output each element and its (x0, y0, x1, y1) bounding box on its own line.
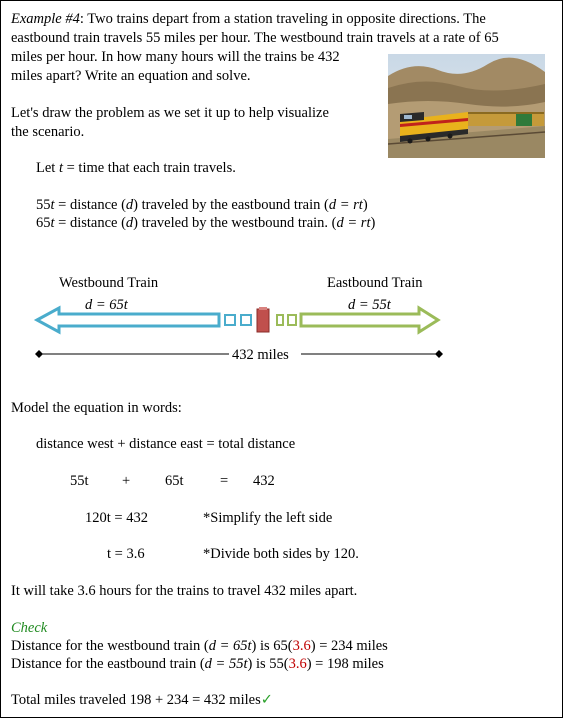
eastbound-equation: d = 55t (348, 297, 391, 313)
model-heading: Model the equation in words: (11, 400, 182, 416)
westbound-label: Westbound Train (59, 275, 159, 291)
eq-equals: = (220, 473, 229, 489)
check-total: Total miles traveled 198 + 234 = 432 miles✓ (11, 692, 273, 708)
westbound-distance-definition: 65t = distance (d) traveled by the westbound train. (d = rt) (36, 215, 376, 231)
eastbound-arrow (301, 308, 438, 332)
eq-term-432: 432 (253, 473, 275, 489)
east-car-1 (277, 315, 283, 325)
west-car-2 (241, 315, 251, 325)
west-car-1 (225, 315, 235, 325)
train-photo (388, 54, 545, 158)
eastbound-distance-definition: 55t = distance (d) traveled by the eastbound train (d = rt) (36, 197, 368, 213)
check-eastbound: Distance for the eastbound train (d = 55t) is 55(3.6) = 198 miles (11, 656, 384, 672)
let-definition: Let t = time that each train travels. (36, 160, 236, 176)
distance-end-right (435, 350, 443, 358)
distance-label: 432 miles (232, 347, 289, 363)
east-car-2 (288, 315, 296, 325)
step1-note: *Simplify the left side (203, 510, 333, 526)
eq-term-55t: 55t (70, 473, 89, 489)
checkmark-icon: ✓ (260, 692, 273, 708)
distance-end-left (35, 350, 43, 358)
check-westbound: Distance for the westbound train (d = 65t) is 65(3.6) = 234 miles (11, 638, 388, 654)
eastbound-label: Eastbound Train (327, 275, 423, 291)
step2-equation: t = 3.6 (107, 546, 145, 562)
example-label: Example #4 (11, 11, 80, 27)
step1-equation: 120t = 432 (85, 510, 148, 526)
check-label: Check (11, 620, 48, 636)
conclusion: It will take 3.6 hours for the trains to travel 432 miles apart. (11, 583, 358, 599)
model-words: distance west + distance east = total distance (36, 436, 296, 452)
westbound-arrow (37, 308, 219, 332)
eq-term-65t: 65t (165, 473, 184, 489)
intro-text: Let's draw the problem as we set it up to help visualize the scenario. (11, 105, 329, 140)
problem-statement: Example #4: Two trains depart from a station traveling in opposite directions. The eastbound train travels 55 miles per hour. The westbound train travels at a rate of 65 miles per hour. In how many hours will the trains be 432 miles apart? Write an equation and solve. (11, 11, 499, 84)
westbound-equation: d = 65t (85, 297, 128, 313)
step2-note: *Divide both sides by 120. (203, 546, 359, 562)
eq-plus: + (122, 473, 131, 489)
station-block (257, 309, 269, 332)
